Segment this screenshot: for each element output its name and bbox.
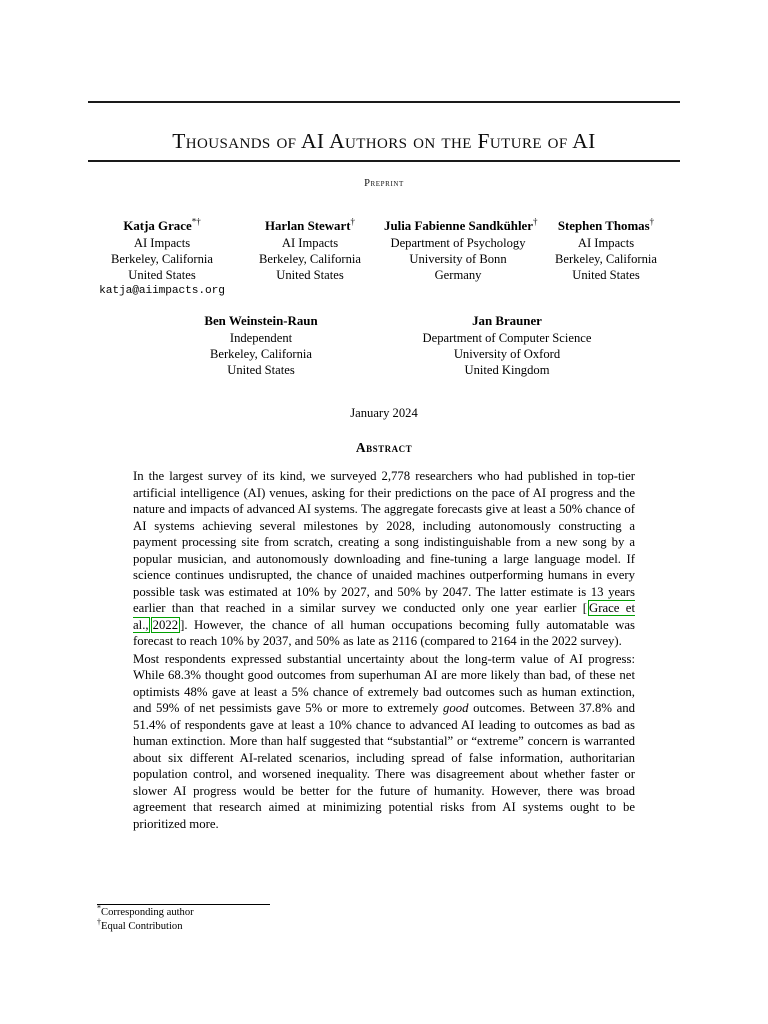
- abstract-paragraph-2: [133, 651, 635, 833]
- author-city: Berkeley, California: [210, 347, 312, 362]
- author-affiliation: AI Impacts: [577, 235, 635, 250]
- abstract-heading: Abstract: [355, 440, 413, 455]
- abstract-p2-text-after-emphasis: outcomes. Between 37.8% and 51.4% of respondents gave at least a 10% chance to advanced AI leading to outcomes as bad as human extinction. More than half suggested that “substantial” or “extreme” concern is warranted about six different AI-related scenarios, including spread of false information, authoritarian population control, and worsened inequality. There was disagreement about whether faster or slower AI progress would be better for the future of humanity. However, there was broad agreement that research aimed at minimizing potential risks from AI systems ought to be prioritized more.: [133, 701, 635, 831]
- citation-author-box[interactable]: Grace et al.,: [133, 601, 635, 632]
- citation-open-bracket: [: [582, 601, 588, 616]
- author-country: United States: [128, 268, 196, 283]
- author-name: [384, 313, 630, 330]
- author-block-jan-brauner: [384, 313, 630, 379]
- author-city: Berkeley, California: [259, 252, 361, 267]
- abstract-p1-text-before-citation: In the largest survey of its kind, we surveyed 2,778 researchers who had published in top-tier artificial intelligence (AI) venues, asking for their predictions on the pace of AI progress and the nature and impacts of advanced AI systems. The aggregate forecasts give at least a 50% chance of AI systems achieving several milestones by 2028, including autonomously constructing a payment processing site from scratch, creating a song indistinguishable from a new song by a popular musician, and autonomously downloading and fine-tuning a large language model. If science continues undisrupted, the chance of unaided machines outperforming humans in every possible task was estimated at 10% by 2027, and 50% by 2047. The latter estimate is 13 years earlier than that reached in a similar survey we conducted only one year earlier: [133, 469, 635, 616]
- citation-close-bracket: ]: [180, 617, 185, 632]
- author-affiliation: Department of Computer Science: [422, 330, 592, 345]
- author-country: United Kingdom: [464, 363, 550, 378]
- page-title: Thousands of AI Authors on the Future of AI: [172, 129, 596, 154]
- author-name-text: Katja Grace: [123, 219, 192, 233]
- author-name-text: Ben Weinstein-Raun: [204, 314, 318, 328]
- author-footnote-marker: †: [649, 216, 655, 227]
- abstract-emphasis-good: good: [443, 701, 469, 716]
- footnote-text: Corresponding author: [101, 907, 194, 918]
- author-footnote-marker: †: [533, 216, 538, 227]
- preprint-label: Preprint: [364, 178, 404, 189]
- author-name: [384, 216, 538, 235]
- author-block-julia-sandkuhler: [384, 216, 538, 284]
- author-row-2: [88, 313, 680, 379]
- author-name-text: Harlan Stewart: [264, 219, 351, 233]
- author-block-stephen-thomas: [532, 218, 680, 284]
- footnote-separator-rule: [97, 904, 270, 905]
- abstract-p2-text-before-emphasis: Most respondents expressed substantial uncertainty about the long-term value of AI progress: While 68.3% thought good outcomes from superhuman AI are more likely than bad, of these net optimists 48% gave at least a 5% chance of extremely bad outcomes such as human extinction, and 59% of net pessimists gave 5% or more to extremely: [133, 651, 635, 716]
- author-affiliation: AI Impacts: [133, 235, 191, 250]
- author-country: Germany: [434, 268, 482, 283]
- author-city: Berkeley, California: [555, 252, 657, 267]
- abstract-p1-text-after-citation: . However, the chance of all human occupations becoming fully automatable was forecast to reach 10% by 2037, and 50% as late as 2116 (compared to 2164 in the 2022 survey).: [133, 617, 635, 649]
- abstract-body: [133, 468, 635, 833]
- author-name: [532, 218, 680, 235]
- author-row-1: [88, 218, 680, 298]
- author-name-text: Stephen Thomas: [557, 219, 650, 233]
- author-name: [236, 218, 384, 235]
- author-footnote-marker: *†: [191, 216, 201, 227]
- author-name-text: Julia Fabienne Sandkühler: [384, 219, 534, 233]
- footnote-marker: †: [97, 917, 101, 927]
- author-city: University of Bonn: [409, 252, 507, 267]
- footnote-corresponding-author: [97, 903, 517, 920]
- author-email[interactable]: katja@aiimpacts.org: [99, 284, 225, 297]
- author-affiliation: Department of Psychology: [390, 235, 526, 250]
- footnote-marker: *: [97, 903, 101, 913]
- author-country: United States: [276, 268, 344, 283]
- author-affiliation: AI Impacts: [281, 235, 339, 250]
- author-block-katja-grace: [88, 218, 236, 298]
- footnote-list: [97, 903, 517, 933]
- author-name-text: Jan Brauner: [472, 314, 542, 328]
- author-city: University of Oxford: [453, 347, 561, 362]
- title-top-rule: [88, 101, 680, 103]
- abstract-paragraph-1: [133, 468, 635, 650]
- author-name: [138, 313, 384, 330]
- author-country: United States: [572, 268, 640, 283]
- author-affiliation: Independent: [229, 330, 293, 345]
- publication-date: January 2024: [350, 406, 418, 420]
- title-bottom-rule: [88, 160, 680, 162]
- author-country: United States: [227, 363, 295, 378]
- footnote-equal-contribution: [97, 917, 517, 934]
- footnote-text: Equal Contribution: [101, 920, 183, 932]
- author-block-ben-weinstein-raun: [138, 313, 384, 379]
- citation-year-box[interactable]: 2022: [152, 617, 179, 632]
- author-name: [88, 218, 236, 235]
- author-city: Berkeley, California: [111, 252, 213, 267]
- author-footnote-marker: †: [350, 216, 356, 227]
- author-block-harlan-stewart: [236, 218, 384, 284]
